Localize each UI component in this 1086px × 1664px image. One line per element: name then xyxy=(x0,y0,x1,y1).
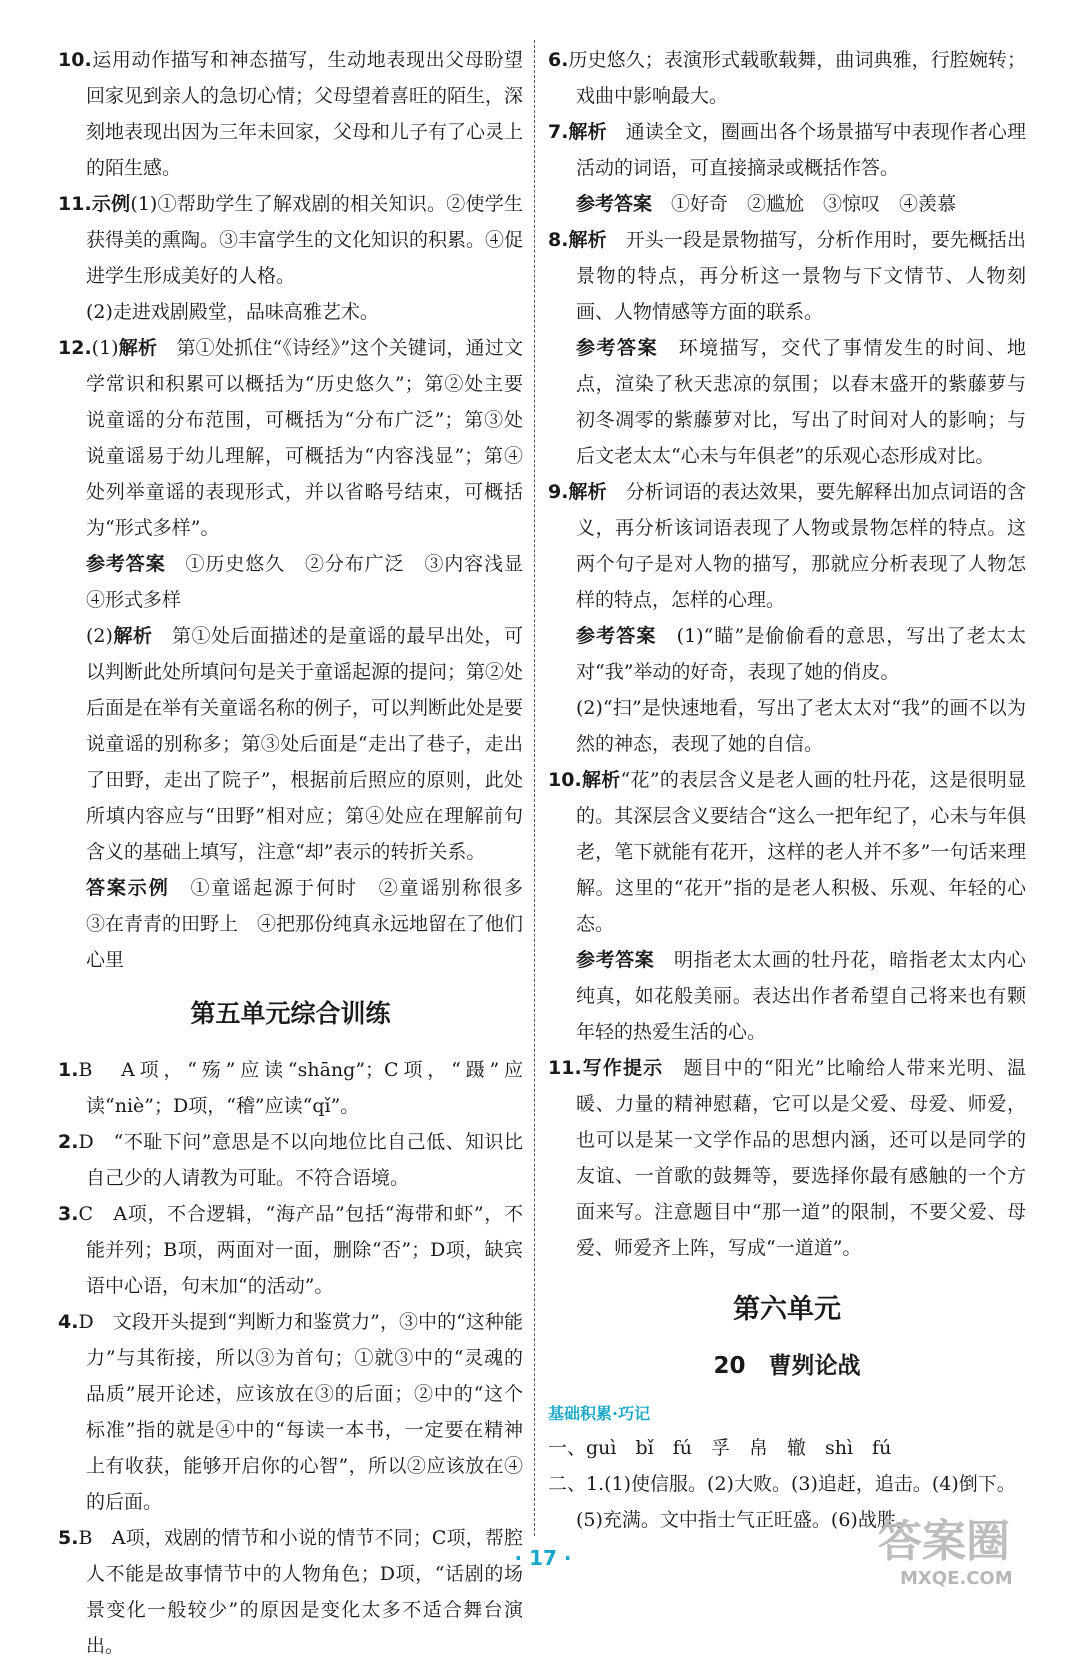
answer-5 xyxy=(58,1520,523,1664)
tag-label: 解析 xyxy=(581,769,621,791)
answer-text: 环境描写，交代了事情发生的时间、地点，渲染了秋天悲凉的氛围；以春末盛开的紫藤萝与初冬凋零的紫藤萝对比，写出了时间对人的影响；与后文老太太“心未与年俱老”的乐观心态形成对比。 xyxy=(576,337,1026,467)
answer-12-part2-ref xyxy=(58,870,542,978)
item-number: 5. xyxy=(58,1527,79,1549)
basic-answer-2: 二、1.(1)使信服。(2)大败。(3)追赶，追击。(4)倒下。 xyxy=(548,1473,1016,1495)
basic-answer-3: (5)充满。文中指士气正旺盛。(6)战胜。 xyxy=(576,1509,915,1531)
analysis-text: “花”的表层含义是老人画的牡丹花，这是很明显的。其深层含义要结合“这么一把年纪了，心未与年俱老，笔下就能有花开，这样的老人并不多”一句话来理解。这里的“花开”指的是老人积极、乐观、年轻的心态。 xyxy=(576,769,1026,935)
item-number: 10. xyxy=(548,769,582,791)
item-number: 11. xyxy=(548,1057,582,1079)
tag-label: 答案示例 xyxy=(86,877,170,899)
answer-7-ref xyxy=(548,186,1026,222)
analysis-text: 第①处后面描述的是童谣的最早出处，可以判断此处所填问句是关于童谣起源的提问；第②处后面是在举有关童谣名称的例子，可以判断此处是要说童谣的别称多；第③处后面是“走出了巷子，走出了田野，走出了院子”，根据前后照应的原则，此处所填内容应与“田野”相对应；第④处应在理解前句含义的基础上填写，注意“却”表示的转折关系。 xyxy=(86,625,524,863)
answer-3 xyxy=(58,1196,523,1304)
answer-11-writing xyxy=(548,1050,1026,1266)
answer-9-ref xyxy=(548,618,1026,690)
part-prefix: (1) xyxy=(91,337,119,359)
item-number: 9. xyxy=(548,481,569,503)
tag-label: 解析 xyxy=(568,229,607,251)
answer-text: ①好奇 ②尴尬 ③惊叹 ④羡慕 xyxy=(671,193,957,215)
answer-text: ①历史悠久 ②分布广泛 ③内容浅显 ④形式多样 xyxy=(86,553,542,611)
tag-label: 解析 xyxy=(112,625,153,647)
tag-label: 参考答案 xyxy=(576,949,655,971)
page-number: · 17 · xyxy=(514,1546,572,1570)
item-number: 6. xyxy=(548,49,569,71)
left-column xyxy=(58,42,542,1664)
answer-11 xyxy=(58,186,523,294)
watermark-logo xyxy=(874,1510,1052,1590)
answer-text: ①童谣起源于何时 ②童谣别称很多 ③在青青的田野上 ④把那份纯真永远地留在了他们心里 xyxy=(86,877,542,971)
answer-1 xyxy=(58,1052,523,1124)
analysis-text: 分析词语的表达效果，要先解释出加点词语的含义，再分析该词语表现了人物或景物怎样的特点。这两个句子是对人物的描写，那就应分析表现了人物怎样的特点，怎样的心理。 xyxy=(576,481,1026,611)
column-divider xyxy=(534,40,535,1536)
answer-10-ref xyxy=(548,942,1026,1050)
watermark-glyphs: 答案圈 xyxy=(878,1516,1010,1567)
item-number: 11. xyxy=(58,193,92,215)
answer-text: D “不耻下问”意思是不以向地位比自己低、知识比自己少的人请教为可耻。不符合语境。 xyxy=(78,1131,523,1189)
answer-6 xyxy=(548,42,1026,114)
answer-text: 明指老太太画的牡丹花，暗指老太太内心纯真，如花般美丽。表达出作者希望自己将来也有颗年轻的热爱生活的心。 xyxy=(576,949,1026,1043)
answer-2 xyxy=(58,1124,523,1196)
lesson-title: 20 曹刿论战 xyxy=(713,1353,861,1379)
basic-answer-1: 一、guì bǐ fú 孚 帛 辙 shì fú xyxy=(548,1437,892,1459)
analysis-text: 开头一段是景物描写，分析作用时，要先概括出景物的特点，再分析这一景物与下文情节、人物刻画、人物情感等方面的联系。 xyxy=(576,229,1026,323)
unit-title: 第六单元 xyxy=(733,1294,841,1325)
answer-12-part1 xyxy=(58,330,523,546)
analysis-text: 通读全文，圈画出各个场景描写中表现作者心理活动的词语，可直接摘录或概括作答。 xyxy=(576,121,1026,179)
tag-label: 参考答案 xyxy=(576,193,653,215)
tag-label: 解析 xyxy=(568,481,607,503)
answer-text: 题目中的“阳光”比喻给人带来光明、温暖、力量的精神慰藉，它可以是父爱、母爱、师爱，也可以是某一文学作品的思想内涵，还可以是同学的友谊、一首歌的鼓舞等，要选择你最有感触的一个方面来写。注意题目中“那一道”的限制，不要父爱、母爱、师爱齐上阵，写成“一道道”。 xyxy=(576,1057,1026,1259)
tag-label: 写作提示 xyxy=(581,1057,664,1079)
answer-12-part1-ref xyxy=(58,546,542,618)
answer-10-analysis xyxy=(548,762,1026,942)
tag-label: 解析 xyxy=(568,121,607,143)
answer-text: 历史悠久；表演形式载歌载舞，曲词典雅，行腔婉转；戏曲中影响最大。 xyxy=(568,49,1026,107)
answer-12-part2 xyxy=(58,618,523,870)
answer-10 xyxy=(58,42,523,186)
answer-text: 运用动作描写和神态描写，生动地表现出父母盼望回家见到亲人的急切心情；父母望着喜旺的陌生，深刻地表现出因为三年未回家，父母和儿子有了心灵上的陌生感。 xyxy=(86,49,524,179)
answer-7-analysis xyxy=(548,114,1026,186)
part-prefix: (2) xyxy=(86,625,113,647)
answer-4 xyxy=(58,1304,523,1520)
tag-label: 解析 xyxy=(118,337,158,359)
item-number: 1. xyxy=(58,1059,79,1081)
tag-label: 参考答案 xyxy=(576,625,657,647)
tag-label: 示例 xyxy=(91,193,131,215)
answer-11-part2: (2)走进戏剧殿堂，品味高雅艺术。 xyxy=(86,301,379,323)
item-number: 3. xyxy=(58,1203,79,1225)
sub-section-label: 基础积累·巧记 xyxy=(548,1404,651,1423)
answer-9-part2: (2)“扫”是快速地看，写出了老太太对“我”的画不以为然的神态，表现了她的自信。 xyxy=(576,697,1026,755)
item-number: 8. xyxy=(548,229,569,251)
item-number: 10. xyxy=(58,49,92,71)
section-title: 第五单元综合训练 xyxy=(190,999,391,1028)
answer-text: B A项，“殇”应读“shāng”；C项，“蹑”应读“niè”；D项，“稽”应读“qǐ”。 xyxy=(78,1059,523,1117)
right-column xyxy=(548,42,1026,1538)
item-number: 12. xyxy=(58,337,92,359)
item-number: 4. xyxy=(58,1311,79,1333)
answer-text: (1)①帮助学生了解戏剧的相关知识。②使学生获得美的熏陶。③丰富学生的文化知识的积累。④促进学生形成美好的人格。 xyxy=(86,193,524,287)
item-number: 2. xyxy=(58,1131,79,1153)
answer-text: (1)“瞄”是偷偷看的意思，写出了老太太对“我”举动的好奇，表现了她的俏皮。 xyxy=(576,625,1026,683)
tag-label: 参考答案 xyxy=(576,337,659,359)
item-number: 7. xyxy=(548,121,569,143)
answer-8-analysis xyxy=(548,222,1026,330)
analysis-text: 第①处抓住“《诗经》”这个关键词，通过文学常识和积累可以概括为“历史悠久”；第②处主要说童谣的分布范围，可概括为“分布广泛”；第③处说童谣易于幼儿理解，可概括为“内容浅显”；第④处列举童谣的表现形式，并以省略号结束，可概括为“形式多样”。 xyxy=(86,337,523,539)
tag-label: 参考答案 xyxy=(86,553,166,575)
watermark-site: MXQE.COM xyxy=(900,1568,1013,1589)
answer-8-ref xyxy=(548,330,1026,474)
answer-text: D 文段开头提到“判断力和鉴赏力”，③中的“这种能力”与其衔接，所以③为首句；①就③中的“灵魂的品质”展开论述，应该放在③的后面；②中的“这个标准”指的就是④中的“每读一本书，一定要在精神上有收获，能够开启你的心智”，所以②应该放在④的后面。 xyxy=(78,1311,523,1513)
answer-text: C A项，不合逻辑，“海产品”包括“海带和虾”，不能并列；B项，两面对一面，删除“否”；D项，缺宾语中心语，句末加“的活动”。 xyxy=(78,1203,523,1297)
answer-9-analysis xyxy=(548,474,1026,618)
answer-text: B A项，戏剧的情节和小说的情节不同；C项，帮腔人不能是故事情节中的人物角色；D项，“话剧的场景变化一般较少”的原因是变化太多不适合舞台演出。 xyxy=(78,1527,523,1657)
